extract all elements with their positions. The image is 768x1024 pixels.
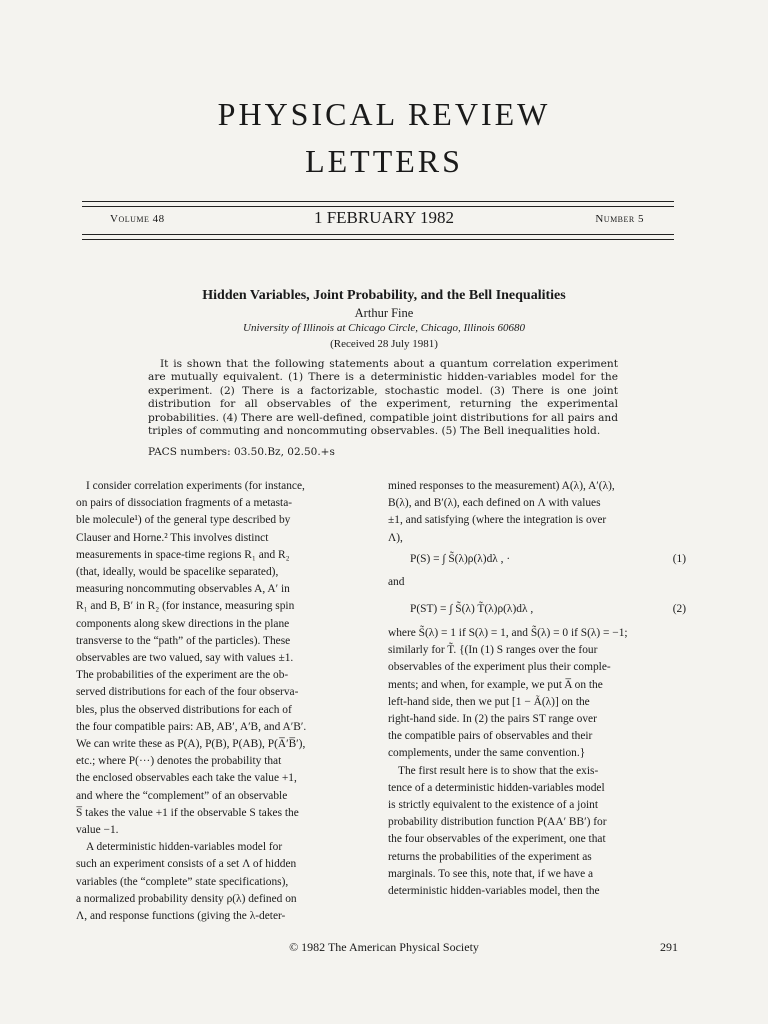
text-line: transverse to the “path” of the particles). These bbox=[76, 634, 291, 647]
left-column bbox=[76, 478, 374, 925]
text-line: a normalized probability density ρ(λ) defined on bbox=[76, 892, 297, 905]
text-line: value −1. bbox=[76, 824, 119, 837]
abstract-text: It is shown that the following statements about a quantum correlation experiment are mutually equivalent. (1) There is a deterministic hidden-variables model for the experiment. (2) There is a factorizable, stochastic model. (3) There is one joint distribution for all observables of the experiment, returning the experimental probabilities. (4) There are well-defined, compatible joint distributions for all pairs and triples of commuting and noncommuting observables. (5) The Bell inequalities hold. bbox=[148, 358, 618, 438]
text-line: observables of the experiment plus their comple- bbox=[388, 661, 611, 674]
issue-number: Number 5 bbox=[595, 213, 644, 225]
text-line: ments; and when, for example, we put A̅ on the bbox=[388, 678, 603, 691]
header-rule bbox=[82, 239, 674, 240]
pacs-numbers: PACS numbers: 03.50.Bz, 02.50.+s bbox=[148, 446, 335, 458]
right-column bbox=[388, 478, 686, 900]
text-line: ble molecule¹) of the general type described by bbox=[76, 514, 291, 527]
text-line: returns the probabilities of the experiment as bbox=[388, 850, 592, 863]
text-line: marginals. To see this, note that, if we have a bbox=[388, 867, 594, 880]
header-rule bbox=[82, 206, 674, 207]
text-line: etc.; where P(···) denotes the probability that bbox=[76, 755, 282, 768]
text-line: left-hand side, then we put [1 − Ã(λ)] on the bbox=[388, 695, 590, 708]
journal-title-line2: LETTERS bbox=[305, 143, 463, 179]
text-line: deterministic hidden-variables model, then the bbox=[388, 885, 600, 898]
text-line: served distributions for each of the four observa- bbox=[76, 686, 299, 699]
header-rule bbox=[82, 201, 674, 202]
text-line: The probabilities of the experiment are the ob- bbox=[76, 669, 289, 682]
equation-1 bbox=[388, 547, 686, 574]
issue-date: 1 FEBRUARY 1982 bbox=[313, 208, 455, 227]
equation-2 bbox=[388, 591, 686, 625]
issue-volume: Volume 48 bbox=[110, 213, 165, 225]
copyright-footer: © 1982 The American Physical Society bbox=[289, 940, 479, 954]
text-line: S̅ takes the value +1 if the observable S takes the bbox=[76, 806, 299, 819]
text-line: measuring noncommuting observables A, A′ in bbox=[76, 583, 290, 596]
text-line: B(λ), and B′(λ), each defined on Λ with values bbox=[388, 497, 601, 510]
abstract bbox=[148, 358, 618, 438]
equation-expression: P(S) = ∫ S̃(λ)ρ(λ)dλ , · bbox=[410, 552, 511, 565]
text-line: the four observables of the experiment, one that bbox=[388, 833, 606, 846]
text-line: similarly for T̃. {(In (1) S ranges over the four bbox=[388, 644, 598, 657]
text-line: right-hand side. In (2) the pairs ST range over bbox=[388, 713, 597, 726]
text-line: is strictly equivalent to the existence of a joint bbox=[388, 799, 599, 812]
text-line: The first result here is to show that the exis- bbox=[398, 764, 599, 777]
author-affiliation: University of Illinois at Chicago Circle, Chicago, Illinois 60680 bbox=[243, 322, 525, 334]
equation-expression: P(ST) = ∫ S̃(λ) T̃(λ)ρ(λ)dλ , bbox=[410, 603, 534, 616]
text-line: probability distribution function P(AA′ BB′) for bbox=[388, 816, 607, 829]
text-line: Λ), bbox=[388, 531, 403, 544]
text-line: and bbox=[388, 575, 405, 588]
text-line: on pairs of dissociation fragments of a metasta- bbox=[76, 497, 293, 510]
text-line: mined responses to the measurement) A(λ), A′(λ), bbox=[388, 480, 615, 492]
text-line: measurements in space-time regions R₁ and R₂ bbox=[76, 548, 290, 561]
text-line: A deterministic hidden-variables model for bbox=[86, 841, 283, 854]
text-line: the four compatible pairs: AB, AB′, A′B, and A′B′. bbox=[76, 720, 307, 733]
text-line: tence of a deterministic hidden-variables model bbox=[388, 781, 605, 794]
journal-title-line1: PHYSICAL REVIEW bbox=[217, 96, 551, 132]
article-title: Hidden Variables, Joint Probability, and the Bell Inequalities bbox=[202, 288, 566, 303]
text-line: the enclosed observables each take the value +1, bbox=[76, 772, 297, 785]
text-line: Λ, and response functions (giving the λ-deter- bbox=[76, 910, 286, 923]
equation-number: (1) bbox=[672, 552, 686, 565]
text-line: ±1, and satisfying (where the integration is over bbox=[388, 514, 607, 527]
equation-number: (2) bbox=[672, 603, 686, 616]
text-line: We can write these as P(A), P(B), P(AB), P(A̅′B̅′), bbox=[76, 738, 306, 751]
text-line: Clauser and Horne.² This involves distinct bbox=[76, 531, 269, 544]
header-rule bbox=[82, 234, 674, 235]
text-line: where S̃(λ) = 1 if S(λ) = 1, and S̃(λ) = 0 if S(λ) = −1; bbox=[388, 627, 628, 640]
text-line: the compatible pairs of observables and their bbox=[388, 730, 593, 743]
text-line: R₁ and B, B′ in R₂ (for instance, measuring spin bbox=[76, 600, 295, 613]
article-author: Arthur Fine bbox=[354, 306, 414, 320]
text-line: such an experiment consists of a set Λ of hidden bbox=[76, 858, 297, 871]
text-line: complements, under the same convention.} bbox=[388, 747, 586, 760]
received-date: (Received 28 July 1981) bbox=[330, 338, 438, 350]
text-line: and where the “complement” of an observable bbox=[76, 789, 288, 802]
text-line: bles, plus the observed distributions for each of bbox=[76, 703, 292, 716]
text-line: observables are two valued, say with values ±1. bbox=[76, 652, 294, 665]
page-number: 291 bbox=[660, 940, 678, 954]
text-line: components along skew directions in the plane bbox=[76, 617, 290, 630]
text-line: (that, ideally, would be spacelike separated), bbox=[76, 566, 279, 579]
text-line: I consider correlation experiments (for instance, bbox=[86, 480, 305, 492]
text-line: variables (the “complete” state specifications), bbox=[76, 875, 289, 888]
